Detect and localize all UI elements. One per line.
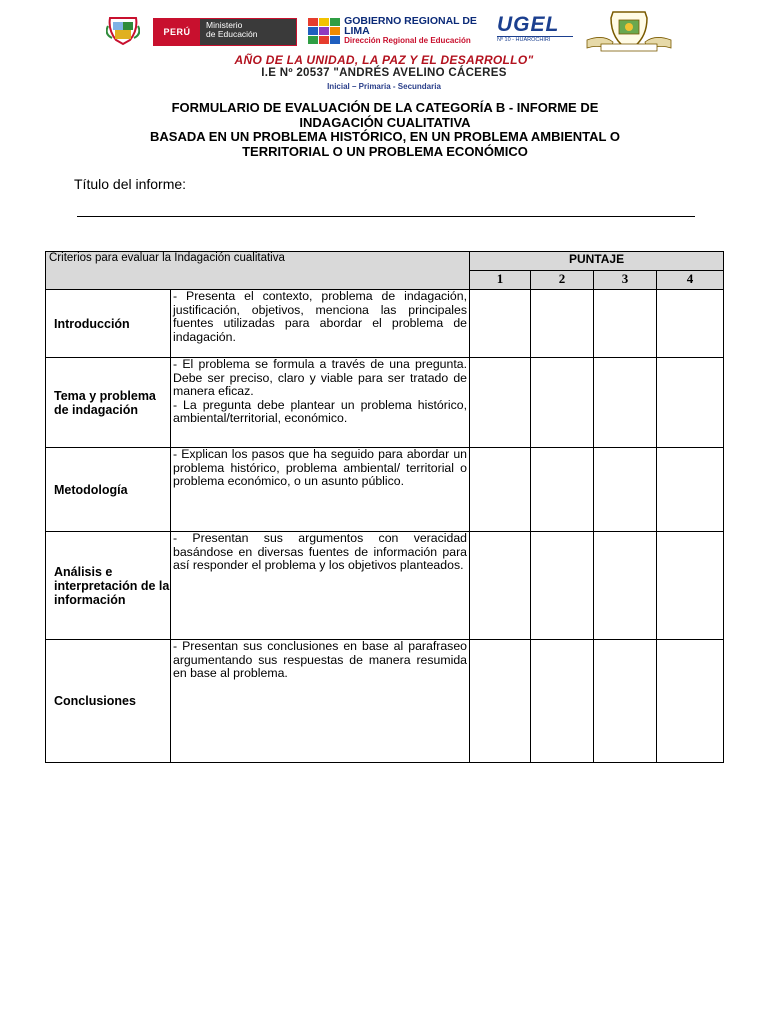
form-title-line2: INDAGACIÓN CUALITATIVA: [299, 114, 471, 130]
table-row: [46, 290, 724, 358]
table-row: [46, 532, 724, 640]
score-cell[interactable]: [657, 640, 724, 763]
minedu-logo: [153, 18, 297, 46]
score-level-4: 4: [657, 271, 724, 290]
criterion-description: [171, 448, 470, 532]
ugel-sub: Nº 10 - HUAROCHIRÍ: [497, 36, 573, 43]
description-item: - Presenta el contexto, problema de indagación, justificación, objetivos, menciona las principales fuentes utilizadas para abordar el problema de indagación.: [173, 289, 468, 344]
description-item: - Presentan sus argumentos con veracidad basándose en diversas fuentes de información para así responder el problema y los objetivos planteados.: [173, 531, 468, 573]
form-title-line3: BASADA EN UN PROBLEMA HISTÓRICO, EN UN PROBLEMA AMBIENTAL O: [150, 129, 620, 144]
report-title-label: Título del informe:: [74, 176, 187, 192]
score-cell[interactable]: [594, 532, 657, 640]
score-cell[interactable]: [594, 448, 657, 532]
form-title: [90, 101, 680, 159]
criterion-description: [171, 290, 470, 358]
description-item: - El problema se formula a través de una pregunta. Debe ser preciso, claro y viable para ser tratado de manera eficaz.: [173, 357, 468, 399]
score-cell[interactable]: [657, 448, 724, 532]
score-cell[interactable]: [531, 448, 594, 532]
score-cell[interactable]: [657, 532, 724, 640]
score-cell[interactable]: [470, 290, 531, 358]
gore-lima-mark-icon: [308, 18, 340, 44]
description-item: - Explican los pasos que ha seguido para abordar un problema histórico, problema ambiental/ territorial o problema económico, o un asunto público.: [173, 447, 468, 489]
ugel-word: UGEL: [497, 13, 560, 36]
ugel-logo: [497, 14, 573, 48]
score-cell[interactable]: [531, 640, 594, 763]
criterion-label: Conclusiones: [46, 640, 171, 763]
description-item: - Presentan sus conclusiones en base al parafraseo argumentando sus respuestas de manera resumida en base al problema.: [173, 639, 468, 681]
score-level-1: 1: [470, 271, 531, 290]
minedu-peru-label: PERÚ: [154, 19, 200, 45]
table-row: [46, 448, 724, 532]
score-cell[interactable]: [470, 532, 531, 640]
table-row: [46, 358, 724, 448]
school-crest-logo: [583, 10, 675, 54]
report-title-input-line[interactable]: [77, 216, 695, 217]
school-name: I.E Nº 20537 "ANDRÉS AVELINO CÁCERES: [261, 67, 507, 79]
criterion-description: [171, 358, 470, 448]
score-header: PUNTAJE: [470, 252, 724, 271]
peru-coat-of-arms-logo: [106, 14, 140, 46]
score-cell[interactable]: [594, 358, 657, 448]
gore-lima-name: GOBIERNO REGIONAL DE LIMA: [344, 15, 477, 37]
score-cell[interactable]: [531, 532, 594, 640]
score-level-2: 2: [531, 271, 594, 290]
score-cell[interactable]: [657, 290, 724, 358]
gore-lima-logo: [308, 16, 488, 46]
minedu-ministry-line1: Ministerio: [206, 20, 243, 30]
criteria-header: Criterios para evaluar la Indagación cualitativa: [46, 252, 470, 290]
criterion-label: Análisis e interpretación de la información: [46, 532, 171, 640]
description-item: - La pregunta debe plantear un problema histórico, ambiental/territorial, económico.: [173, 397, 468, 426]
score-cell[interactable]: [657, 358, 724, 448]
minedu-ministry-label: [200, 19, 296, 45]
score-cell[interactable]: [531, 358, 594, 448]
minedu-ministry-line2: de Educación: [206, 29, 258, 39]
score-cell[interactable]: [531, 290, 594, 358]
criterion-label: Tema y problema de indagación: [46, 358, 171, 448]
form-title-line4: TERRITORIAL O UN PROBLEMA ECONÓMICO: [242, 143, 528, 159]
table-row: [46, 640, 724, 763]
score-cell[interactable]: [470, 640, 531, 763]
score-cell[interactable]: [470, 448, 531, 532]
score-level-3: 3: [594, 271, 657, 290]
gore-lima-directorate: Dirección Regional de Educación: [344, 36, 471, 45]
criterion-description: [171, 532, 470, 640]
score-cell[interactable]: [594, 640, 657, 763]
score-cell[interactable]: [470, 358, 531, 448]
school-levels: Inicial – Primaria - Secundaria: [327, 82, 441, 91]
score-cell[interactable]: [594, 290, 657, 358]
criterion-description: [171, 640, 470, 763]
criterion-label: Introducción: [46, 290, 171, 358]
year-motto: AÑO DE LA UNIDAD, LA PAZ Y EL DESARROLLO": [234, 53, 534, 67]
form-title-line1: FORMULARIO DE EVALUACIÓN DE LA CATEGORÍA B - INFORME DE: [171, 100, 599, 115]
criterion-label: Metodología: [46, 448, 171, 532]
evaluation-table: [45, 251, 724, 763]
